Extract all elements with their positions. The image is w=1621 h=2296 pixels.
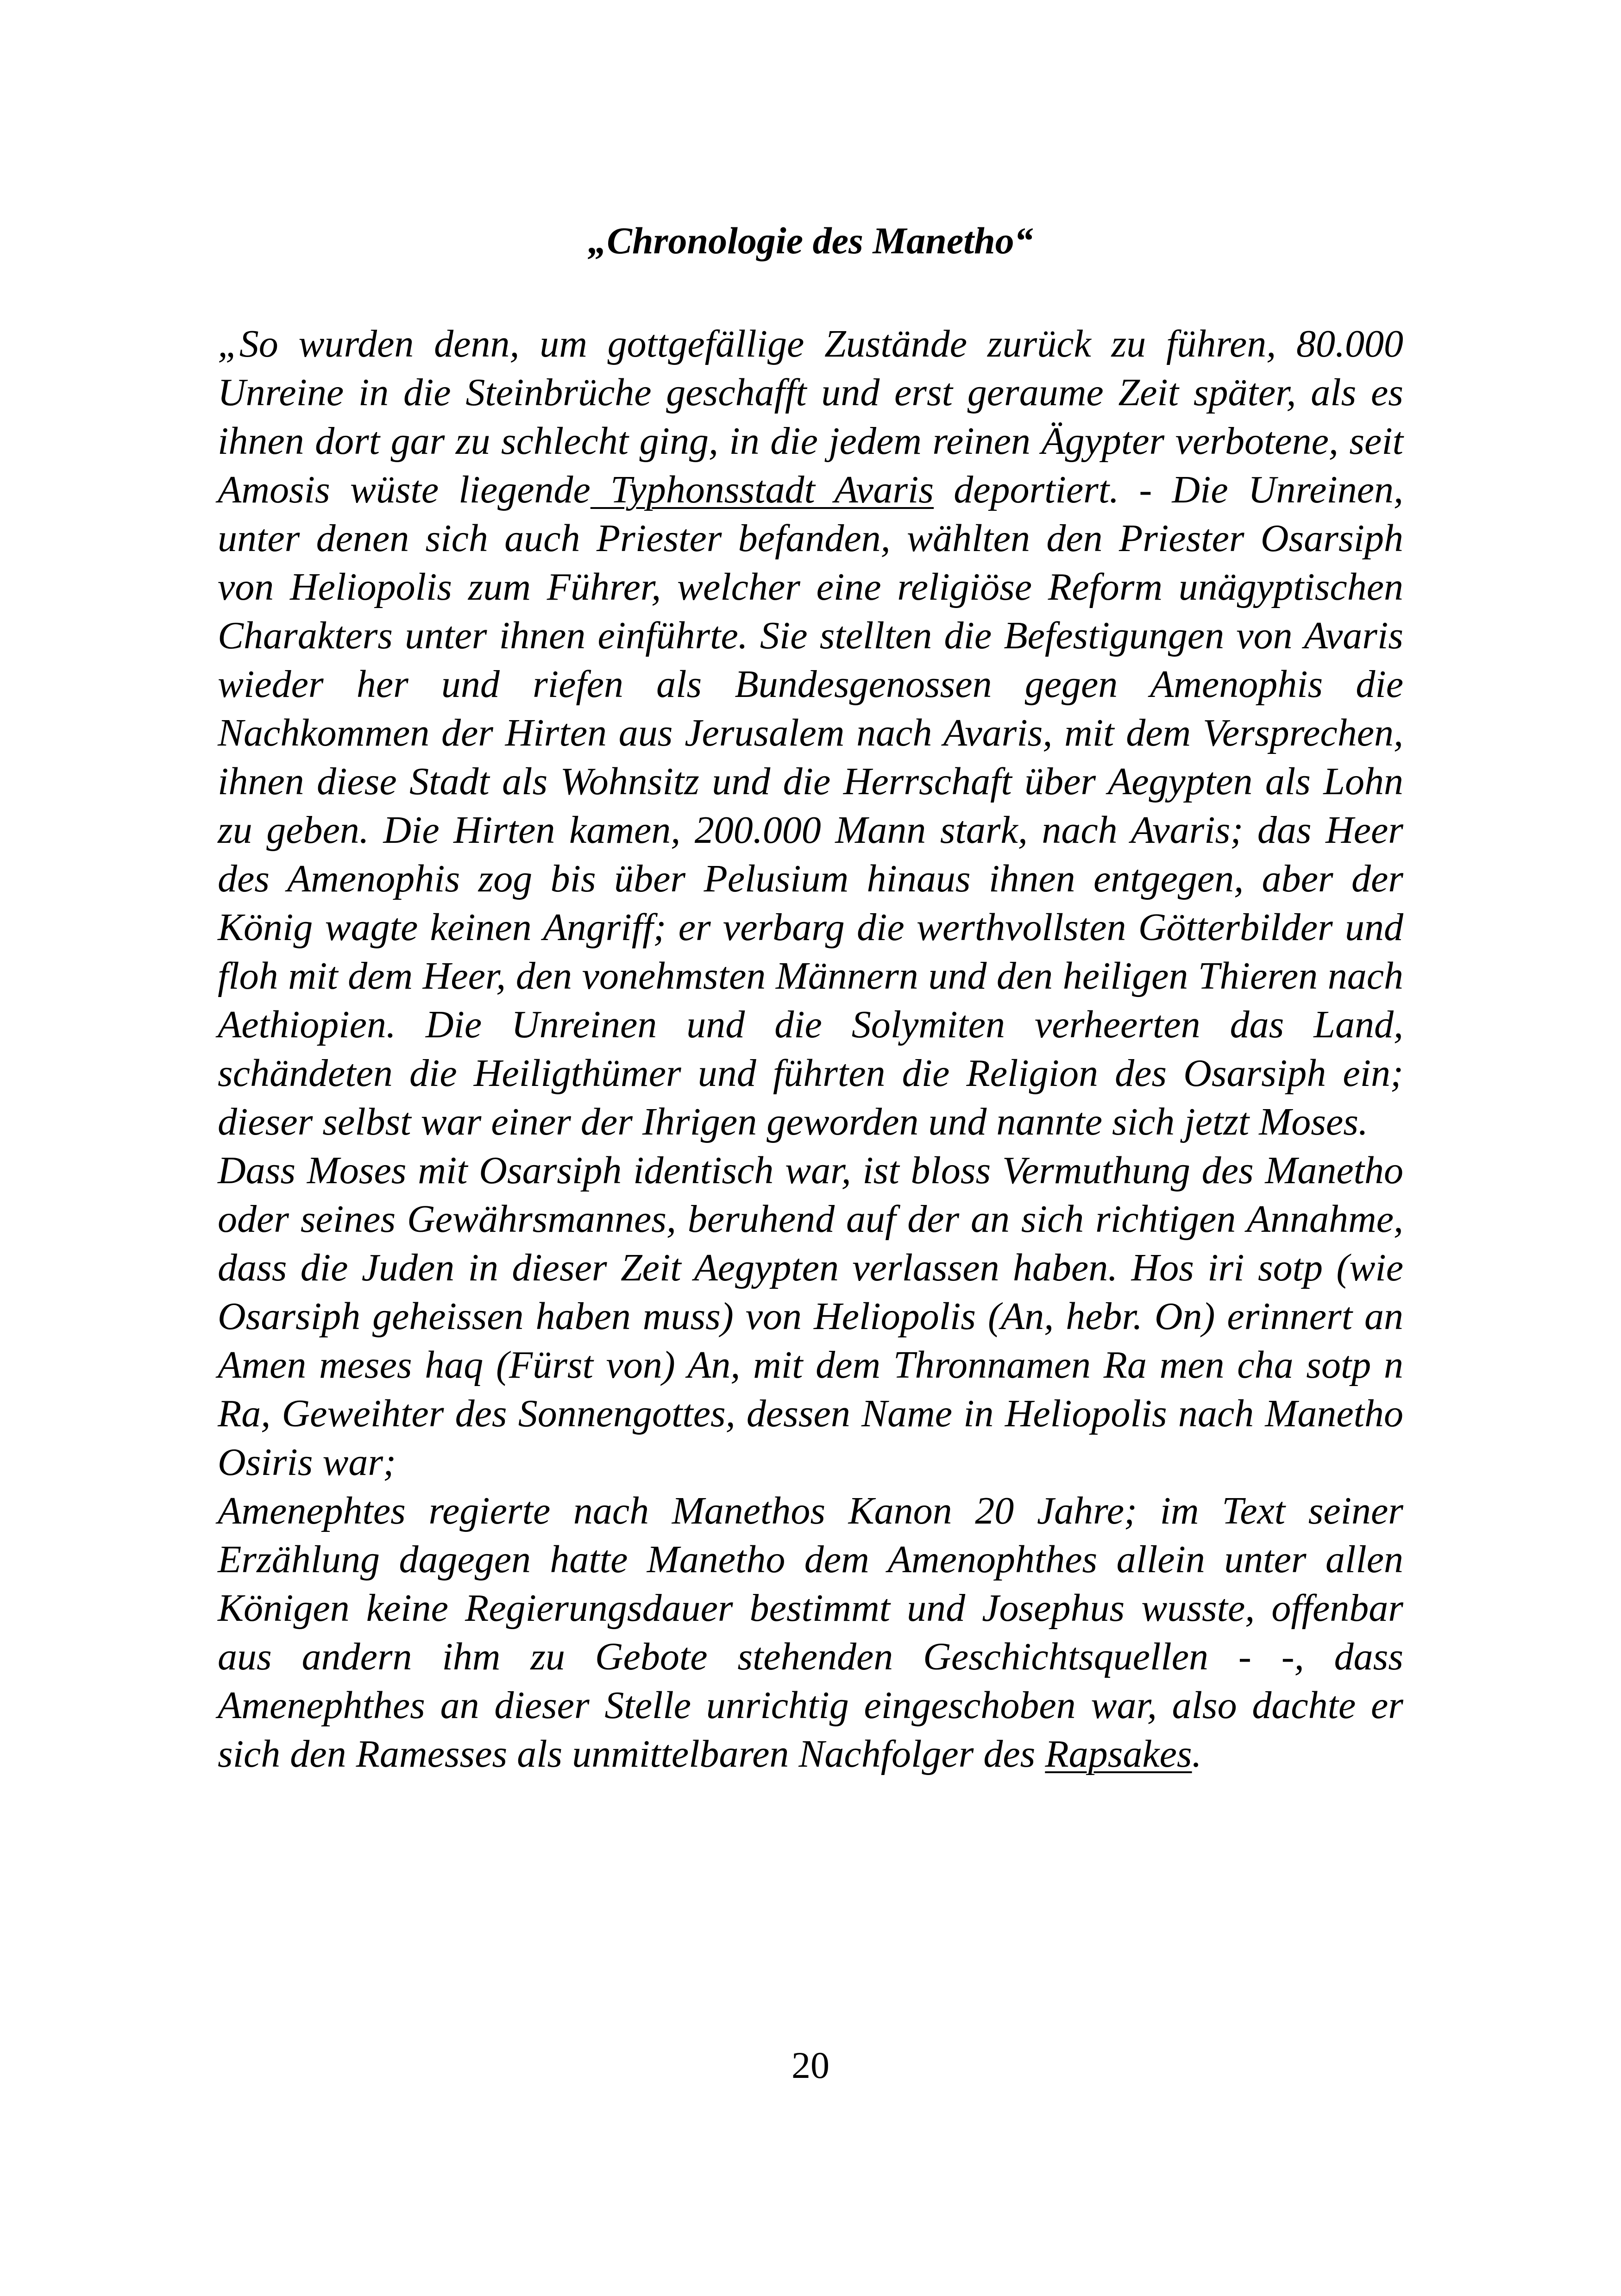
- paragraph-1-text-before: „So wurden denn, um gottgefällige Zustände zurück zu führen, 80.000 Unreine in die Steinbrüche geschafft und erst geraume Zeit später, als es ihnen dort gar zu schlecht ging, in die jedem reinen Ägypter verbotene, seit Amosis wüste liegende: [218, 322, 1403, 511]
- typhonsstadt-avaris-link[interactable]: Typhonsstadt Avaris: [590, 468, 934, 511]
- paragraph-2: Dass Moses mit Osarsiph identisch war, ist bloss Vermuthung des Manetho oder seines Gewährsmannes, beruhend auf der an sich richtigen Annahme, dass die Juden in dieser Zeit Aegypten verlassen haben. Hos iri sotp (wie Osarsiph geheissen haben muss) von Heliopolis (An, hebr. On) erinnert an Amen meses haq (Fürst von) An, mit dem Thronnamen Ra men cha sotp n Ra, Geweihter des Sonnengottes, dessen Name in Heliopolis nach Manetho Osiris war;: [218, 1149, 1403, 1484]
- rapsakes-link[interactable]: Rapsakes: [1045, 1732, 1192, 1775]
- page-number: 20: [792, 2044, 829, 2086]
- body-text: [218, 320, 1403, 1778]
- page-title: „Chronologie des Manetho“: [588, 220, 1033, 262]
- paragraph-3-text-after: .: [1192, 1732, 1202, 1775]
- paragraph-1-text-after: deportiert. - Die Unreinen, unter denen sich auch Priester befanden, wählten den Priester Osarsiph von Heliopolis zum Führer, welcher eine religiöse Reform unägyptischen Charakters unter ihnen einführte. Sie stellten die Befestigungen von Avaris wieder her und riefen als Bundesgenossen gegen Amenophis die Nachkommen der Hirten aus Jerusalem nach Avaris, mit dem Versprechen, ihnen diese Stadt als Wohnsitz und die Herrschaft über Aegypten als Lohn zu geben. Die Hirten kamen, 200.000 Mann stark, nach Avaris; das Heer des Amenophis zog bis über Pelusium hinaus ihnen entgegen, aber der König wagte keinen Angriff; er verbarg die werthvollsten Götterbilder und floh mit dem Heer, den vonehmsten Männern und den heiligen Thieren nach Aethiopien. Die Unreinen und die Solymiten verheerten das Land, schändeten die Heiligthümer und führten die Religion des Osarsiph ein; dieser selbst war einer der Ihrigen geworden und nannte sich jetzt Moses.: [218, 468, 1403, 1143]
- paragraph-3-text-before: Amenephtes regierte nach Manethos Kanon 20 Jahre; im Text seiner Erzählung dagegen hatte Manetho dem Amenophthes allein unter allen Königen keine Regierungsdauer bestimmt und Josephus wusste, offenbar aus andern ihm zu Gebote stehenden Geschichtsquellen - -, dass Amenephthes an dieser Stelle unrichtig eingeschoben war, also dachte er sich den Ramesses als unmittelbaren Nachfolger des: [218, 1489, 1403, 1775]
- paragraph-3: [218, 1487, 1403, 1778]
- paragraph-1: [218, 320, 1403, 1146]
